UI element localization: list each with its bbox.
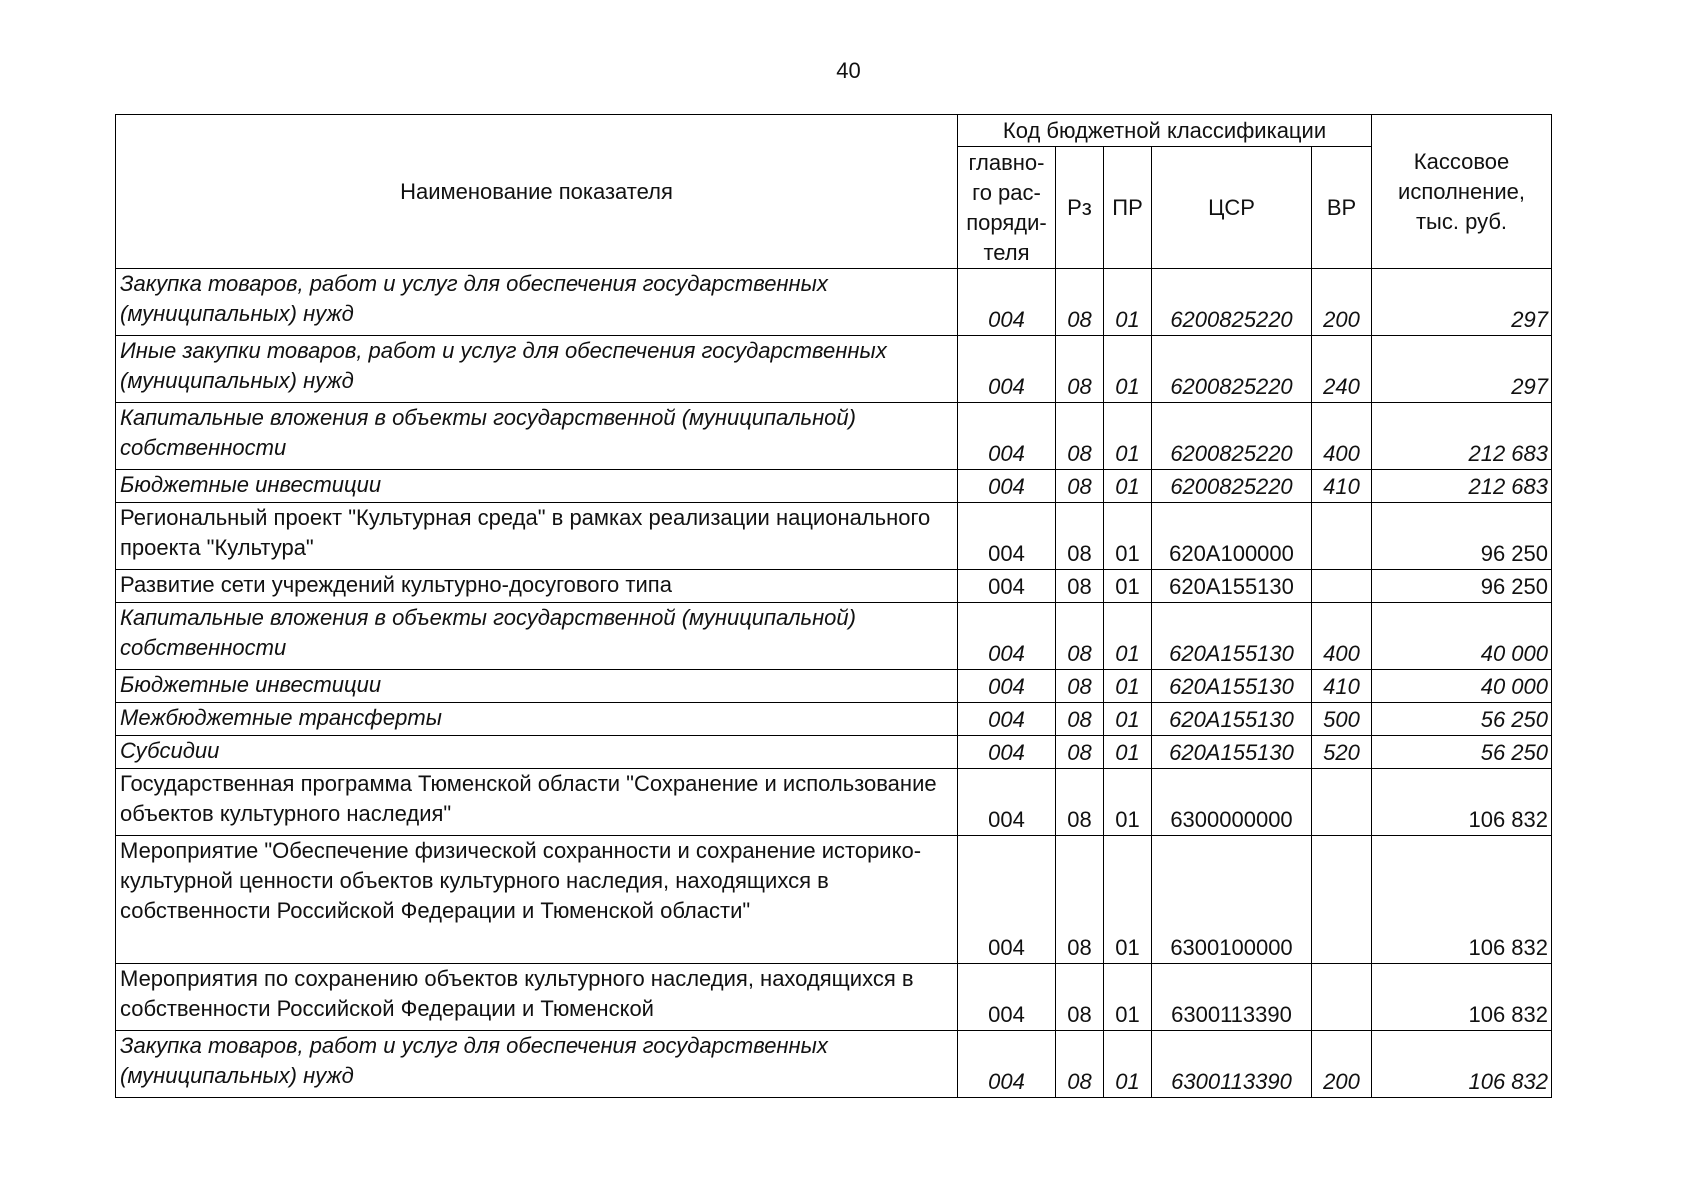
page-number: 40 — [836, 58, 861, 83]
row-name-cell: Межбюджетные трансферты — [116, 703, 958, 736]
row-rz-cell: 08 — [1056, 570, 1104, 603]
row-pr-cell: 01 — [1104, 570, 1152, 603]
row-vr-cell — [1312, 503, 1372, 570]
row-chief-manager-cell: 004 — [958, 336, 1056, 403]
table-header — [116, 115, 1552, 269]
table-row — [116, 269, 1552, 336]
row-pr-cell: 01 — [1104, 964, 1152, 1031]
row-rz-cell: 08 — [1056, 964, 1104, 1031]
row-amount-cell: 106 832 — [1372, 964, 1552, 1031]
row-rz-cell: 08 — [1056, 836, 1104, 964]
row-chief-manager-cell: 004 — [958, 603, 1056, 670]
row-vr-cell — [1312, 964, 1372, 1031]
row-chief-manager-cell: 004 — [958, 269, 1056, 336]
row-amount-cell: 96 250 — [1372, 503, 1552, 570]
row-name-cell: Региональный проект "Культурная среда" в рамках реализации национального проекта "Культура" — [116, 503, 958, 570]
row-rz-cell: 08 — [1056, 336, 1104, 403]
row-csr-cell: 620А155130 — [1152, 570, 1312, 603]
table-row — [116, 670, 1552, 703]
table-row — [116, 703, 1552, 736]
row-amount-cell: 212 683 — [1372, 470, 1552, 503]
row-csr-cell: 6200825220 — [1152, 403, 1312, 470]
row-vr-cell: 200 — [1312, 269, 1372, 336]
row-amount-cell: 297 — [1372, 336, 1552, 403]
header-classification-group: Код бюджетной классификации — [958, 115, 1372, 147]
row-chief-manager-cell: 004 — [958, 769, 1056, 836]
header-chief-manager-column: главно- го рас- поряди- теля — [958, 147, 1056, 269]
row-amount-cell: 106 832 — [1372, 769, 1552, 836]
table-body — [116, 269, 1552, 1098]
row-pr-cell: 01 — [1104, 769, 1152, 836]
row-amount-cell: 297 — [1372, 269, 1552, 336]
row-amount-cell: 106 832 — [1372, 836, 1552, 964]
row-rz-cell: 08 — [1056, 1031, 1104, 1098]
row-amount-cell: 96 250 — [1372, 570, 1552, 603]
table-row — [116, 503, 1552, 570]
row-pr-cell: 01 — [1104, 1031, 1152, 1098]
header-pr-column: ПР — [1104, 147, 1152, 269]
row-vr-cell: 400 — [1312, 403, 1372, 470]
row-vr-cell: 200 — [1312, 1031, 1372, 1098]
row-vr-cell: 240 — [1312, 336, 1372, 403]
row-vr-cell: 520 — [1312, 736, 1372, 769]
row-pr-cell: 01 — [1104, 736, 1152, 769]
header-name-column: Наименование показателя — [116, 115, 958, 269]
row-csr-cell: 620А155130 — [1152, 670, 1312, 703]
row-pr-cell: 01 — [1104, 503, 1152, 570]
row-chief-manager-cell: 004 — [958, 1031, 1056, 1098]
row-pr-cell: 01 — [1104, 836, 1152, 964]
table-row — [116, 570, 1552, 603]
row-chief-manager-cell: 004 — [958, 736, 1056, 769]
row-amount-cell: 56 250 — [1372, 703, 1552, 736]
table-row — [116, 964, 1552, 1031]
row-chief-manager-cell: 004 — [958, 570, 1056, 603]
row-csr-cell: 6300113390 — [1152, 964, 1312, 1031]
row-vr-cell — [1312, 769, 1372, 836]
row-name-cell: Закупка товаров, работ и услуг для обеспечения государственных (муниципальных) нужд — [116, 1031, 958, 1098]
budget-execution-table — [115, 114, 1552, 1098]
row-name-cell: Мероприятия по сохранению объектов культурного наследия, находящихся в собственности Российской Федерации и Тюменской — [116, 964, 958, 1031]
row-csr-cell: 6200825220 — [1152, 336, 1312, 403]
row-pr-cell: 01 — [1104, 603, 1152, 670]
row-chief-manager-cell: 004 — [958, 670, 1056, 703]
row-csr-cell: 6300113390 — [1152, 1031, 1312, 1098]
row-rz-cell: 08 — [1056, 269, 1104, 336]
table-row — [116, 603, 1552, 670]
row-rz-cell: 08 — [1056, 403, 1104, 470]
row-name-cell: Бюджетные инвестиции — [116, 470, 958, 503]
row-vr-cell — [1312, 836, 1372, 964]
header-rz-column: Рз — [1056, 147, 1104, 269]
row-csr-cell: 620А155130 — [1152, 703, 1312, 736]
row-name-cell: Бюджетные инвестиции — [116, 670, 958, 703]
row-rz-cell: 08 — [1056, 736, 1104, 769]
header-amount-column: Кассовое исполнение, тыс. руб. — [1372, 115, 1552, 269]
row-amount-cell: 106 832 — [1372, 1031, 1552, 1098]
table-row — [116, 470, 1552, 503]
header-vr-column: ВР — [1312, 147, 1372, 269]
row-pr-cell: 01 — [1104, 403, 1152, 470]
row-vr-cell: 500 — [1312, 703, 1372, 736]
row-name-cell: Закупка товаров, работ и услуг для обеспечения государственных (муниципальных) нужд — [116, 269, 958, 336]
row-name-cell: Мероприятие "Обеспечение физической сохранности и сохранение историко-культурной ценности объектов культурного наследия, находящихся в собственности Российской Федерации и Тюменской области" — [116, 836, 958, 964]
row-rz-cell: 08 — [1056, 769, 1104, 836]
row-name-cell: Государственная программа Тюменской области "Сохранение и использование объектов культурного наследия" — [116, 769, 958, 836]
row-chief-manager-cell: 004 — [958, 470, 1056, 503]
row-name-cell: Развитие сети учреждений культурно-досугового типа — [116, 570, 958, 603]
row-chief-manager-cell: 004 — [958, 703, 1056, 736]
row-csr-cell: 6300000000 — [1152, 769, 1312, 836]
row-amount-cell: 40 000 — [1372, 670, 1552, 703]
table-row — [116, 403, 1552, 470]
row-rz-cell: 08 — [1056, 603, 1104, 670]
table-row — [116, 1031, 1552, 1098]
row-vr-cell: 400 — [1312, 603, 1372, 670]
row-name-cell: Иные закупки товаров, работ и услуг для обеспечения государственных (муниципальных) нужд — [116, 336, 958, 403]
row-amount-cell: 212 683 — [1372, 403, 1552, 470]
row-chief-manager-cell: 004 — [958, 403, 1056, 470]
row-csr-cell: 6200825220 — [1152, 470, 1312, 503]
table-row — [116, 736, 1552, 769]
table-row — [116, 836, 1552, 964]
row-pr-cell: 01 — [1104, 470, 1152, 503]
row-pr-cell: 01 — [1104, 269, 1152, 336]
row-vr-cell: 410 — [1312, 470, 1372, 503]
row-chief-manager-cell: 004 — [958, 964, 1056, 1031]
row-rz-cell: 08 — [1056, 470, 1104, 503]
row-rz-cell: 08 — [1056, 703, 1104, 736]
row-amount-cell: 40 000 — [1372, 603, 1552, 670]
table-row — [116, 336, 1552, 403]
row-rz-cell: 08 — [1056, 503, 1104, 570]
row-rz-cell: 08 — [1056, 670, 1104, 703]
row-vr-cell: 410 — [1312, 670, 1372, 703]
row-name-cell: Субсидии — [116, 736, 958, 769]
row-pr-cell: 01 — [1104, 703, 1152, 736]
row-csr-cell: 620А100000 — [1152, 503, 1312, 570]
row-csr-cell: 6200825220 — [1152, 269, 1312, 336]
row-name-cell: Капитальные вложения в объекты государственной (муниципальной) собственности — [116, 603, 958, 670]
row-csr-cell: 6300100000 — [1152, 836, 1312, 964]
table-row — [116, 769, 1552, 836]
row-chief-manager-cell: 004 — [958, 836, 1056, 964]
row-csr-cell: 620А155130 — [1152, 736, 1312, 769]
row-pr-cell: 01 — [1104, 336, 1152, 403]
row-amount-cell: 56 250 — [1372, 736, 1552, 769]
header-csr-column: ЦСР — [1152, 147, 1312, 269]
row-csr-cell: 620А155130 — [1152, 603, 1312, 670]
row-chief-manager-cell: 004 — [958, 503, 1056, 570]
row-vr-cell — [1312, 570, 1372, 603]
row-name-cell: Капитальные вложения в объекты государственной (муниципальной) собственности — [116, 403, 958, 470]
row-pr-cell: 01 — [1104, 670, 1152, 703]
